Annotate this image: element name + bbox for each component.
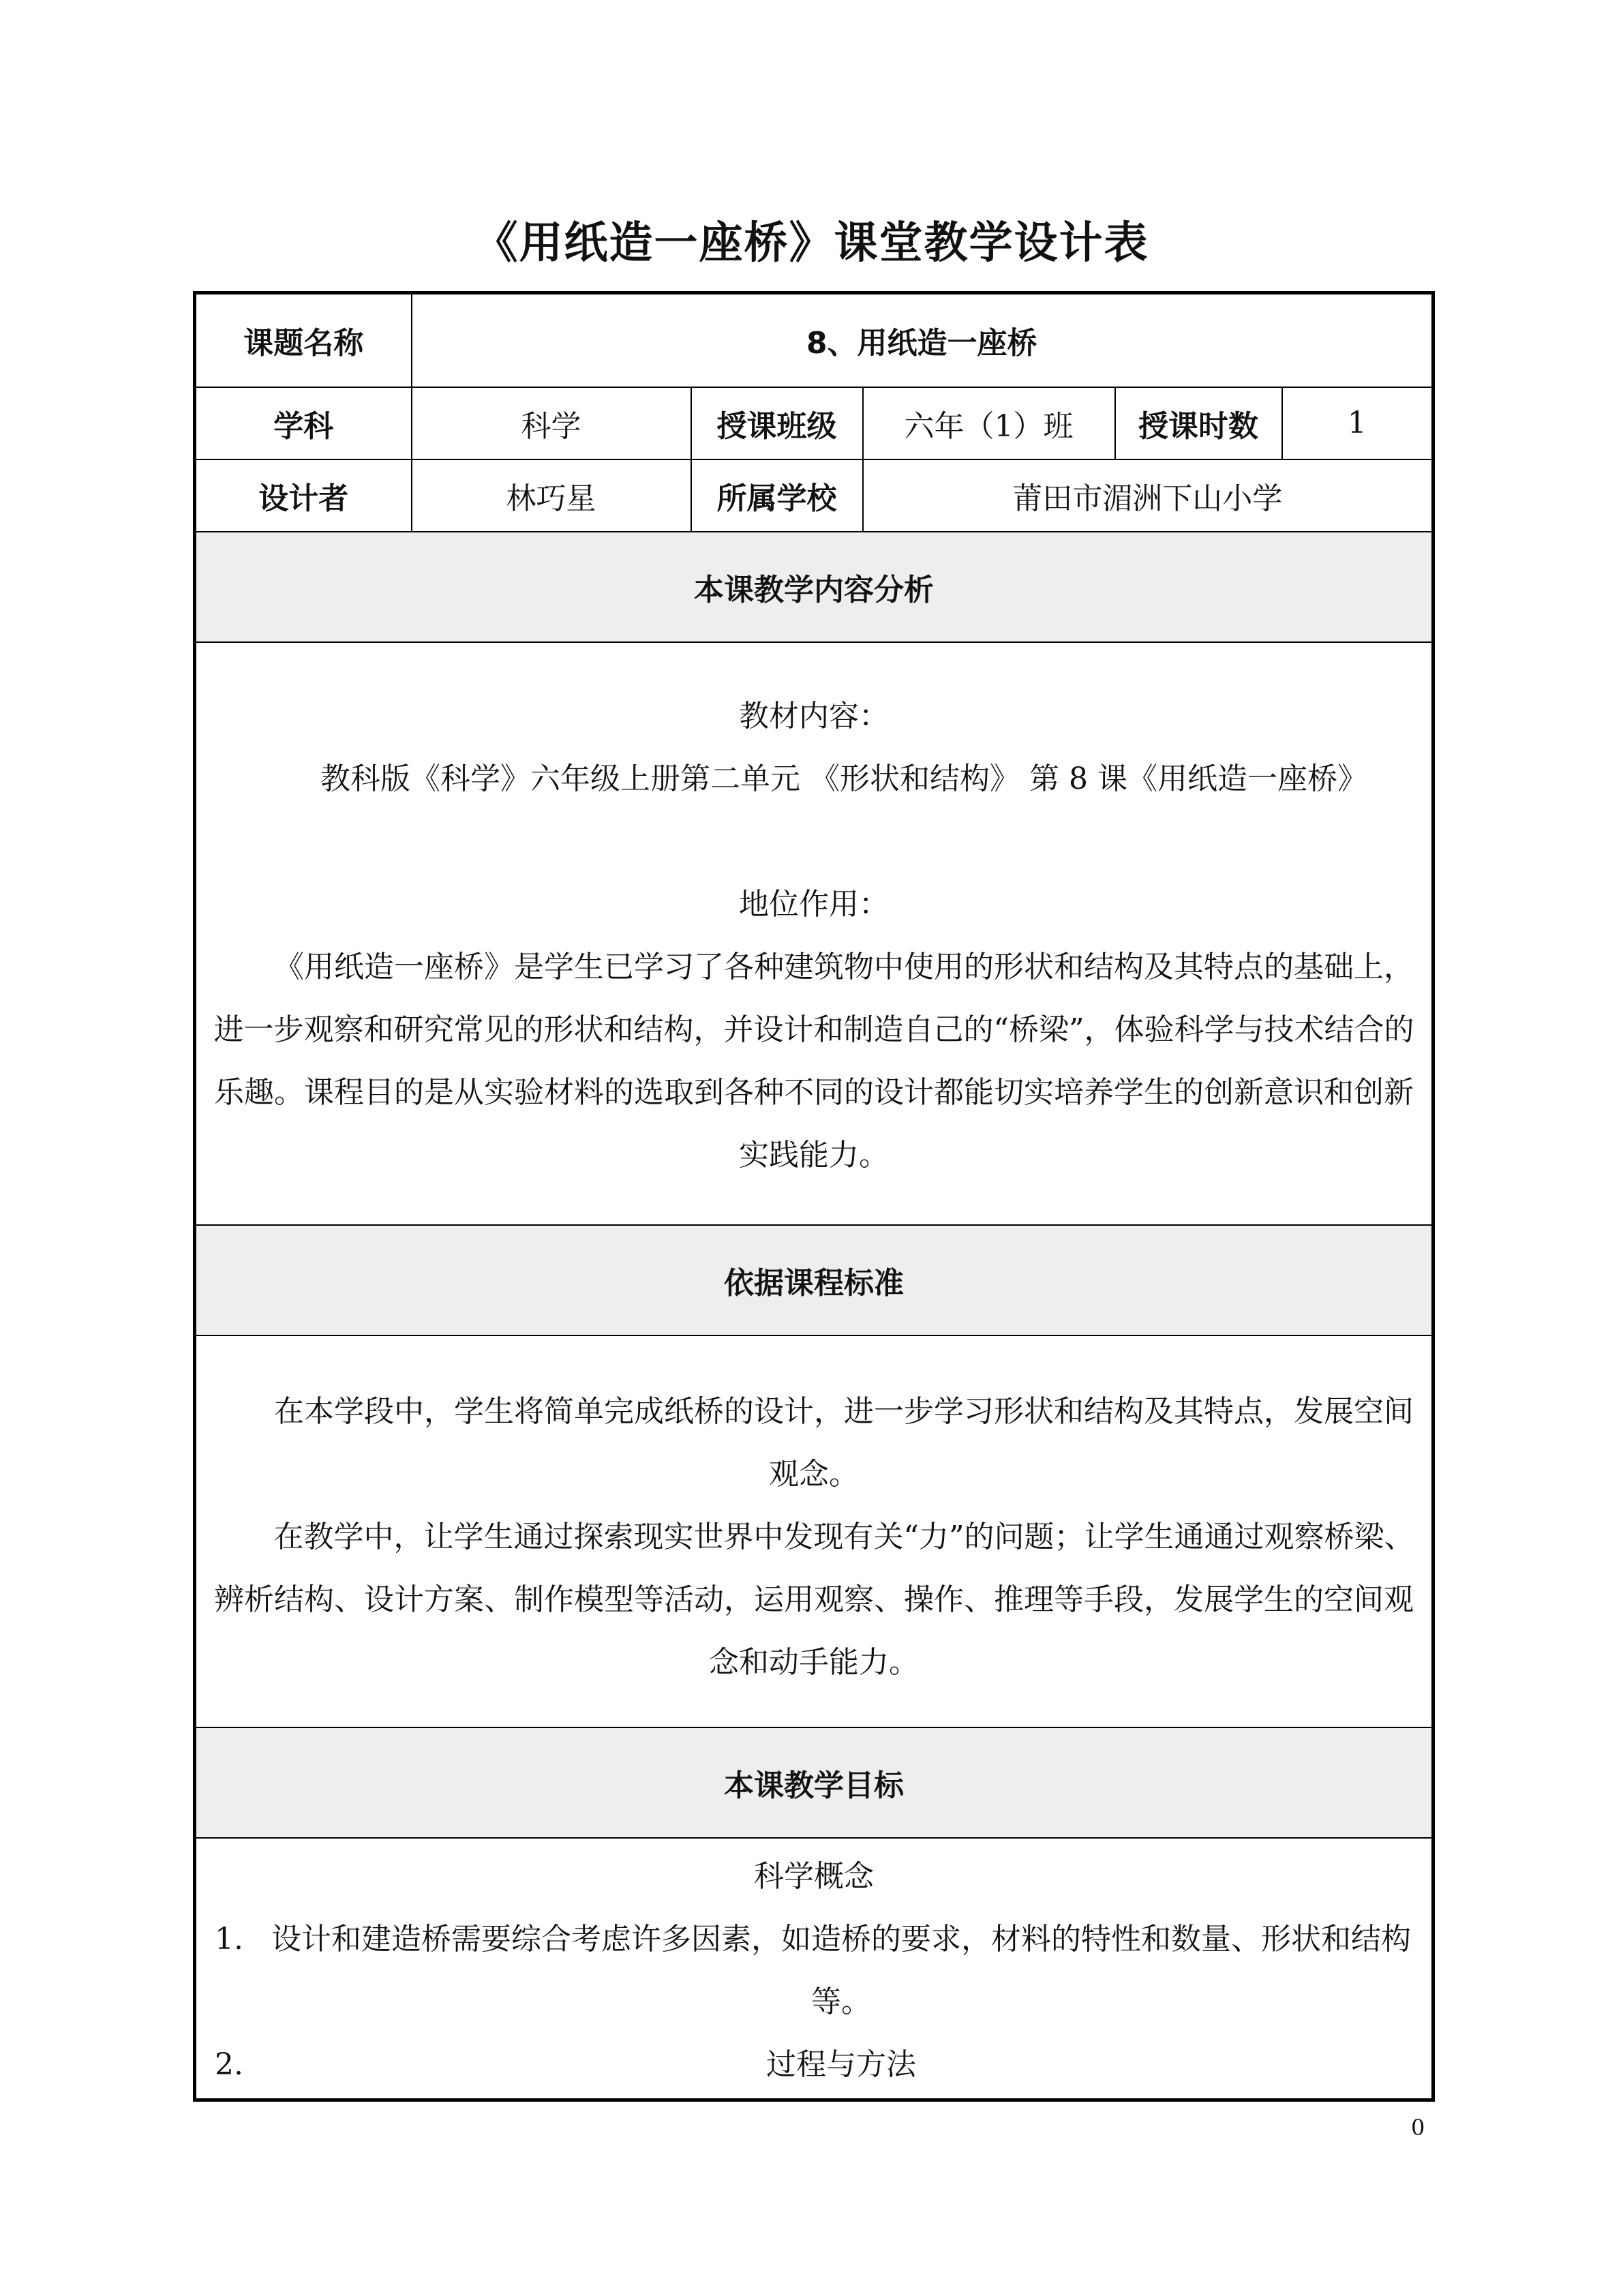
role-label: 地位作用： <box>739 887 889 922</box>
goals-section-body-row <box>195 1838 1434 2100</box>
hours-value: 1 <box>1282 387 1434 459</box>
content-section-heading: 本课教学内容分析 <box>195 532 1434 642</box>
content-section-header-row <box>195 532 1434 642</box>
designer-row <box>195 459 1434 532</box>
subject-label: 学科 <box>195 387 412 459</box>
subject-row <box>195 387 1434 459</box>
standard-section-body-row <box>195 1335 1434 1727</box>
list-item <box>202 1908 1426 2034</box>
role-text: 《用纸造一座桥》是学生已学习了各种建筑物中使用的形状和结构及其特点的基础上，进一步观察和研究常见的形状和结构，并设计和制造自己的“桥梁”，体验科学与技术结合的乐趣。课程目的是从实验材料的选取到各种不同的设计都能切实培养学生的创新意识和创新实践能力。 <box>213 950 1414 1173</box>
list-item-number: 1. <box>215 1922 243 1957</box>
standard-section-heading: 依据课程标准 <box>195 1225 1434 1335</box>
list-item <box>202 2034 1426 2096</box>
class-label: 授课班级 <box>691 387 863 459</box>
standard-paragraph-2: 在教学中，让学生通过探索现实世界中发现有关“力”的问题；让学生通通过观察桥梁、辨析结构、设计方案、制作模型等活动，运用观察、操作、推理等手段，发展学生的空间观念和动手能力。 <box>214 1520 1414 1680</box>
standard-paragraph-1: 在本学段中，学生将简单完成纸桥的设计，进一步学习形状和结构及其特点，发展空间观念。 <box>274 1394 1414 1492</box>
content-section-body <box>195 642 1434 1225</box>
standard-section-body <box>195 1335 1434 1727</box>
goals-section-heading: 本课教学目标 <box>195 1727 1434 1838</box>
school-value: 莆田市湄洲下山小学 <box>863 459 1434 532</box>
list-item-text: 过程与方法 <box>766 2047 916 2083</box>
designer-label: 设计者 <box>195 459 412 532</box>
subject-value: 科学 <box>412 387 691 459</box>
content-section-body-row <box>195 642 1434 1225</box>
topic-label: 课题名称 <box>195 293 412 387</box>
designer-value: 林巧星 <box>412 459 691 532</box>
standard-section-header-row <box>195 1225 1434 1335</box>
goals-section-body <box>195 1838 1434 2100</box>
list-item-text: 设计和建造桥需要综合考虑许多因素，如造桥的要求，材料的特性和数量、形状和结构等。 <box>271 1922 1411 2020</box>
topic-row <box>195 293 1434 387</box>
topic-value: 8、用纸造一座桥 <box>412 293 1434 387</box>
class-value: 六年（1）班 <box>863 387 1115 459</box>
lesson-design-table <box>193 291 1435 2102</box>
goals-section-header-row <box>195 1727 1434 1838</box>
material-label: 教材内容： <box>739 699 889 734</box>
list-item-number: 2. <box>215 2047 243 2083</box>
spacer <box>202 811 1426 873</box>
material-text: 教科版《科学》六年级上册第二单元 《形状和结构》 第 8 课《用纸造一座桥》 <box>320 761 1367 796</box>
science-concept-label: 科学概念 <box>754 1859 874 1894</box>
school-label: 所属学校 <box>691 459 863 532</box>
hours-label: 授课时数 <box>1115 387 1282 459</box>
document-title: 《用纸造一座桥》课堂教学设计表 <box>474 218 1149 269</box>
page-number: 0 <box>1411 2115 1425 2141</box>
